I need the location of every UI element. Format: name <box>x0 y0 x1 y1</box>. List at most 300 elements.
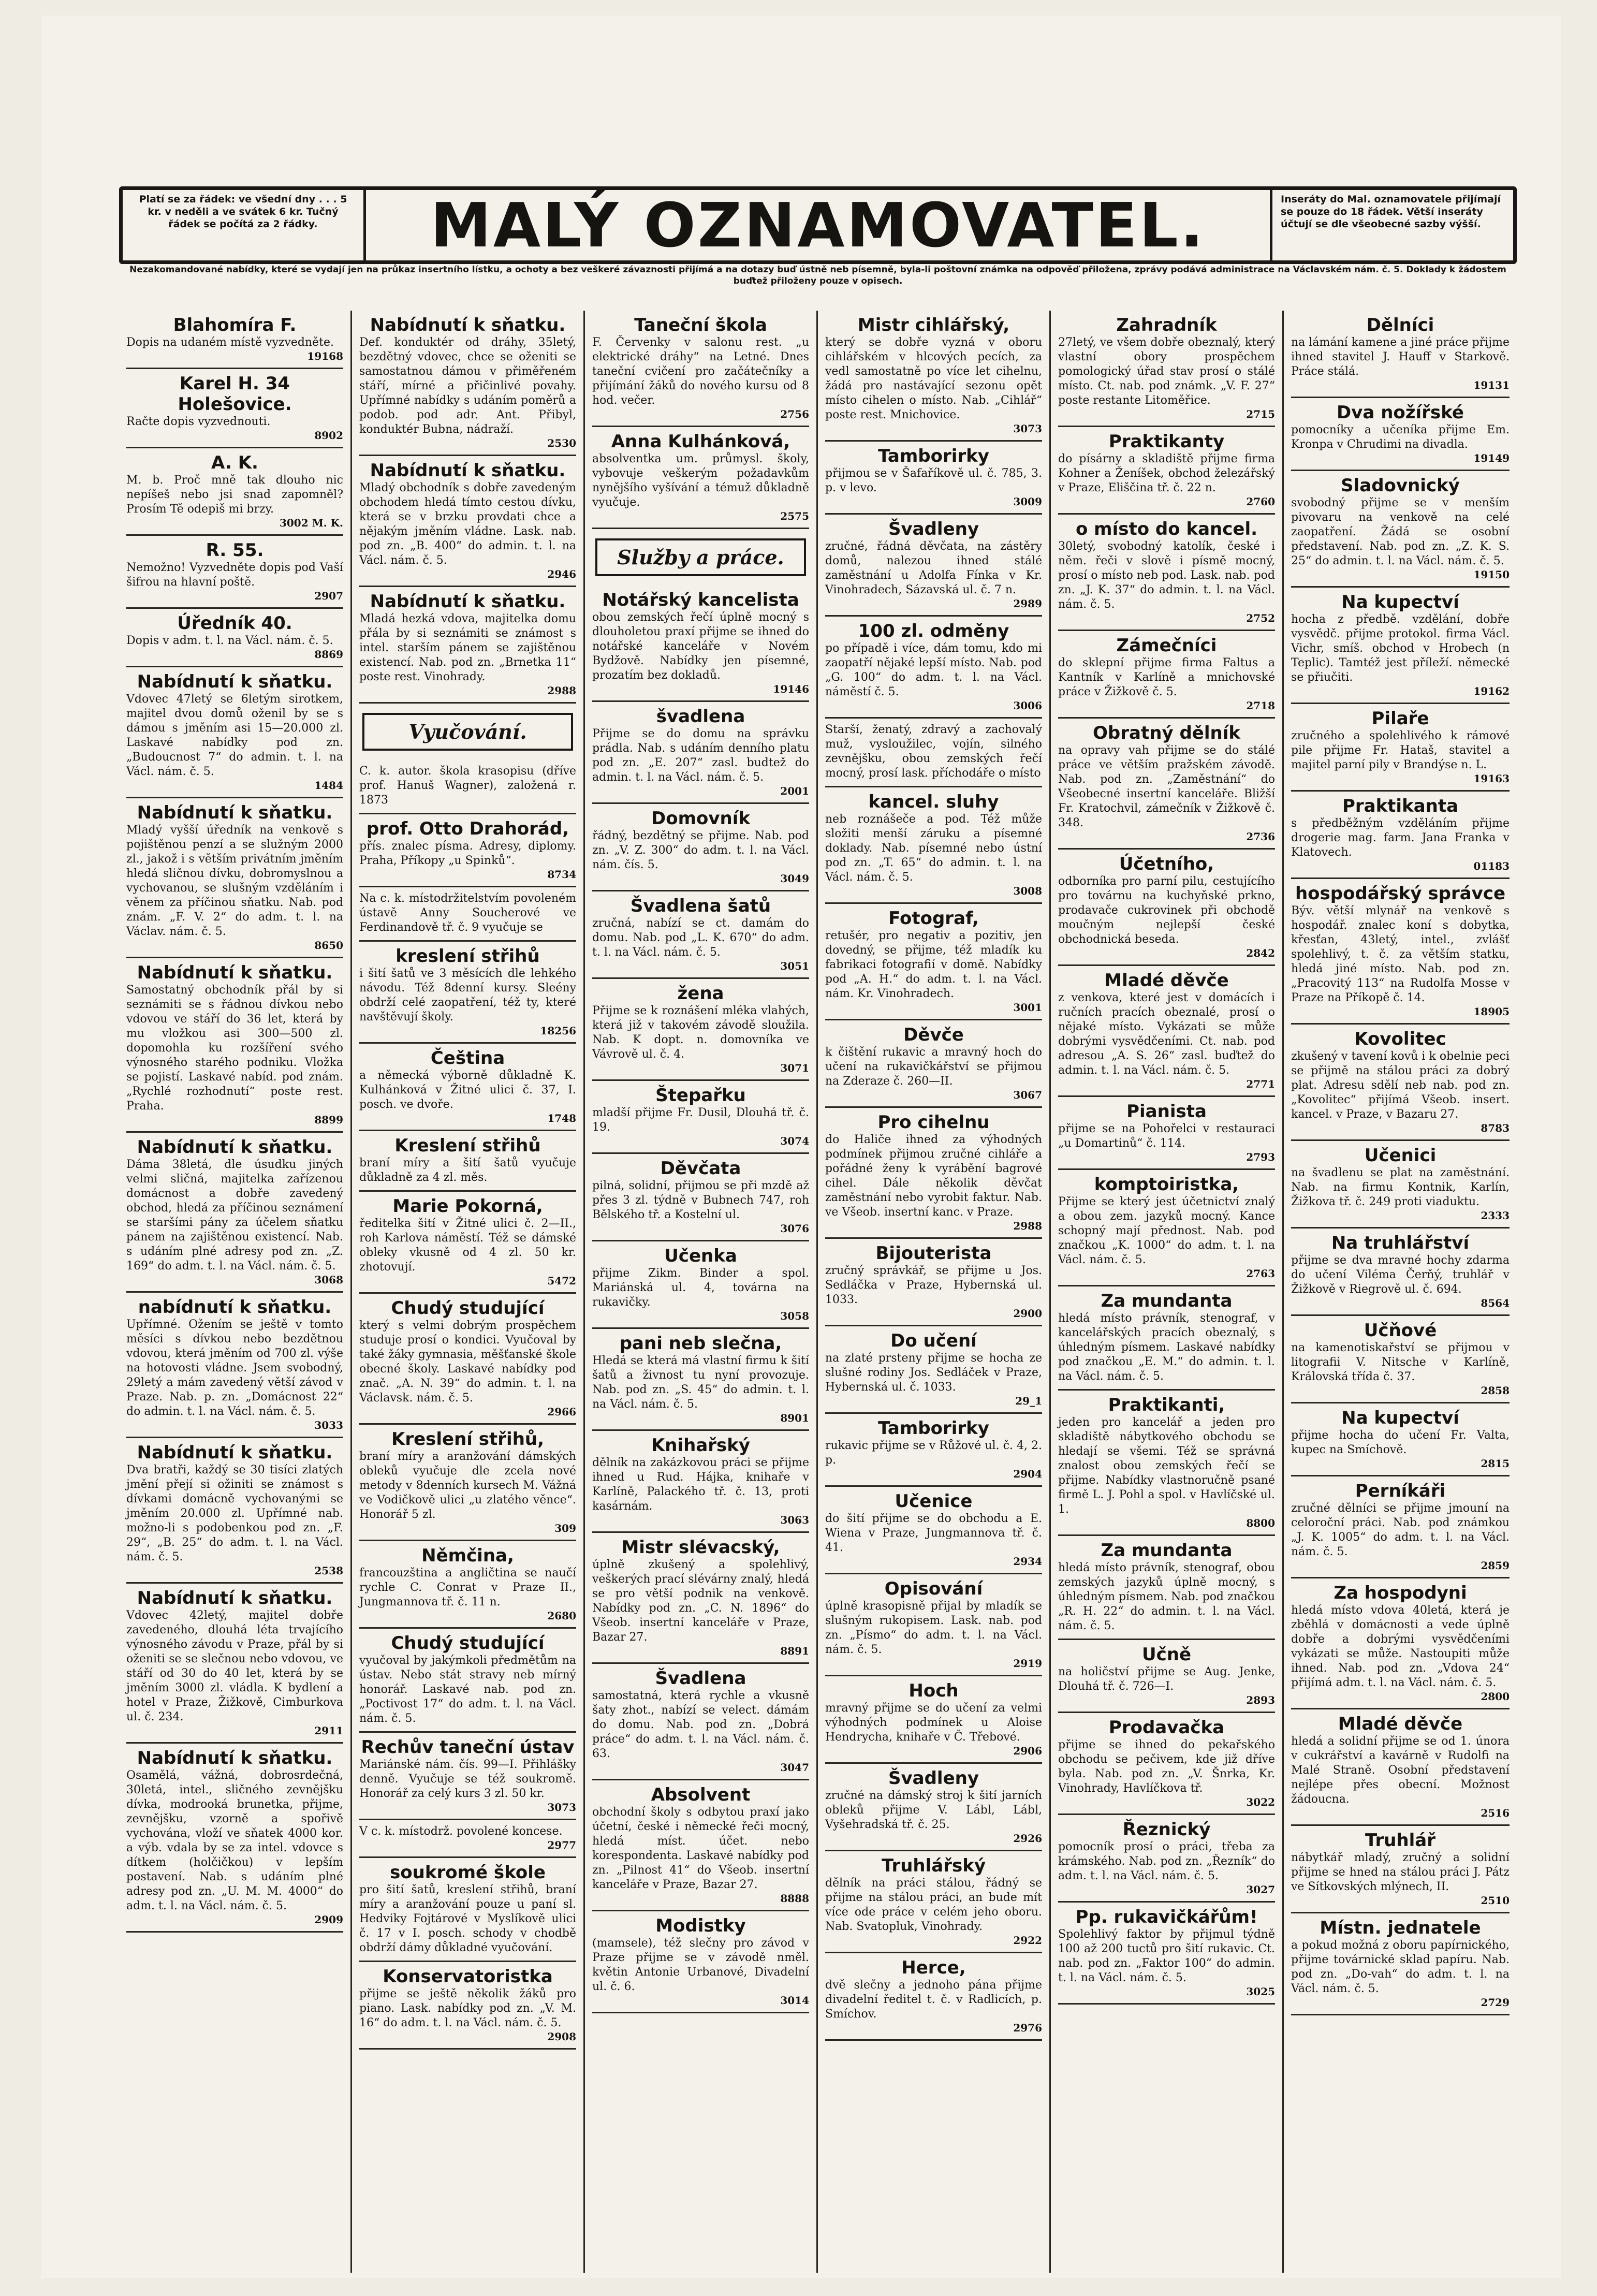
ad-code: 2756 <box>780 408 809 420</box>
classified-ad <box>592 1081 809 1154</box>
classified-ad <box>592 1664 809 1780</box>
classified-ad <box>1058 1170 1275 1286</box>
classified-ad <box>1058 515 1275 631</box>
ad-code: 309 <box>554 1522 576 1534</box>
ad-code: 3002 M. K. <box>279 517 343 529</box>
ad-title: Pp. rukavičkářům! <box>1075 1907 1258 1927</box>
ad-title: Kreslení střihů, <box>391 1429 545 1450</box>
ad-title: Knihařský <box>651 1435 751 1456</box>
ad-title: Tamborirky <box>878 446 989 466</box>
ad-code: 2575 <box>780 510 809 522</box>
classified-ad <box>592 1780 809 1911</box>
ad-body: ředitelka šití v Žitné ulici č. 2—II., roh Karlova náměstí. Též se dámské obleky vkusně od 4 zl. 50 kr. zhotovují. <box>359 1217 576 1274</box>
ad-body: Nemožno! Vyzvedněte dopis pod Vaší šifrou na hlavní poště. <box>126 561 343 589</box>
classified-ad <box>592 1154 809 1241</box>
classified-ad <box>1058 1286 1275 1391</box>
ad-code: 2911 <box>314 1724 343 1737</box>
ad-code: 3008 <box>1013 885 1042 897</box>
classified-ad <box>825 442 1042 515</box>
ad-column <box>585 311 818 2273</box>
ad-body: Býv. větší mlynář na venkově s hospodář. znalec koní s dobytka, křesťan, 43letý, intel., zvlášť spolehlivý, t. č. za větším statku, hledá jiné místo. Nab. pod zn. „Pracovitý 113“ na Rudolfa Mosse v Praze na Příkopě č. 14. <box>1291 904 1510 1004</box>
ad-code: 2516 <box>1481 1807 1510 1819</box>
ad-code: 2977 <box>547 1839 576 1851</box>
ad-body: na zlaté prsteny přijme se hocha ze slušné rodiny Jos. Sedláček v Praze, Hybernská ul. č. 1033. <box>825 1352 1042 1394</box>
ad-body: mladší přijme Fr. Dusil, Dlouhá tř. č. 19. <box>592 1106 809 1134</box>
ad-title: hospodářský správce <box>1295 883 1506 904</box>
ad-title: Štepařku <box>655 1085 746 1106</box>
ad-code: 19163 <box>1473 772 1510 785</box>
ad-code: 18256 <box>540 1025 576 1037</box>
classified-ad <box>1058 1640 1275 1713</box>
classified-ad <box>126 1744 343 1933</box>
ad-title: Na kupectví <box>1341 592 1459 612</box>
ad-body: s předběžným vzděláním přijme drogerie mag. farm. Jana Franka v Klatovech. <box>1291 817 1510 859</box>
ad-title: Rechův taneční ústav <box>361 1737 575 1758</box>
ad-body: a pokud možná z oboru papírnického, přijme továrnické sklad papíru. Nab. pod zn. „Do-vah“ do adm. t. l. na Václ. nám. č. 5. <box>1291 1939 1510 1995</box>
ad-code: 8800 <box>1246 1517 1275 1529</box>
ad-code: 2893 <box>1246 1694 1275 1706</box>
ad-code: 3067 <box>1013 1089 1042 1101</box>
classified-ad <box>1291 1403 1510 1476</box>
ad-body: hledá a solidní přijme se od 1. února v cukrářství a kavárně v Rudolfi na Malé Straně. Osobní představení nejlépe přes obecní. Možnost žádoucna. <box>1291 1735 1510 1806</box>
ad-title: Děvče <box>903 1025 964 1045</box>
ad-body: do písárny a skladiště přijme firma Kohner a Ženíšek, obchod železářský v Praze, Eliščina tř. č. 22 n. <box>1058 452 1275 494</box>
ad-body: Hledá se která má vlastní firmu k šití šatů a živnost tu nyní provozuje. Nab. pod zn. „S. 45“ do admin. t. l. na Václ. nám. č. 5. <box>592 1354 809 1411</box>
classified-ad <box>1291 1141 1510 1229</box>
ad-body: 30letý, svobodný katolík, české i něm. řeči v slově i písmě mocný, prosí o místo neb pod. Lask. nab. pod zn. „J. K. 37“ do admin. t. l. na Václ. nám. č. 5. <box>1058 540 1275 611</box>
classified-ad <box>126 609 343 667</box>
ad-title: Nabídnutí k sňatku. <box>370 591 566 612</box>
ad-title: Pilaře <box>1371 708 1429 729</box>
classified-ad <box>126 311 343 369</box>
classified-ad <box>592 891 809 979</box>
section-heading: Vyučování. <box>362 713 573 751</box>
ad-code: 3071 <box>780 1062 809 1074</box>
ad-column <box>119 311 352 2273</box>
ad-title: Učně <box>1141 1644 1192 1665</box>
ad-code: 2922 <box>1013 1934 1042 1947</box>
ad-body: Přijme se k roznášení mléka vlahých, která již v takovém závodě sloužila. Nab. K dopt. n. domovníka ve Vávrově ul. č. 4. <box>592 1004 809 1061</box>
ad-body: dvě slečny a jednoho pána přijme divadelní ředitel t. č. v Radlicích, p. Smíchov. <box>825 1979 1042 2021</box>
ad-body: přijme hocha do učení Fr. Valta, kupec na Smíchově. <box>1291 1429 1510 1456</box>
classified-ad <box>1058 1713 1275 1815</box>
ad-body: Vdovec 42letý, majitel dobře zavedeného, dlouhá léta trvajícího výnosného závodu v Praze, přál by si oženiti se se slečnou nebo vdovou, ve stáří od 30 do 40 let, která by se jměním 3000 zl. vládla. K bydlení a hotel v Praze, Žižkově, Cimburkova ul. č. 234. <box>126 1609 343 1723</box>
classified-ad <box>1291 792 1510 879</box>
ad-body: mravný přijme se do učení za velmi výhodných podmínek u Aloise Hendrycha, knihaře v Č. Třebové. <box>825 1702 1042 1744</box>
ad-body: do šití přijme se do obchodu a E. Wiena v Praze, Jungmannova tř. č. 41. <box>825 1512 1042 1554</box>
ad-code: 2680 <box>547 1610 576 1622</box>
ad-title: Švadlena <box>655 1668 746 1689</box>
classified-ad <box>359 814 576 887</box>
ad-title: Na truhlářství <box>1331 1233 1470 1253</box>
ad-body: 27letý, ve všem dobře obeznalý, který vlastní obory prospěchem pomologický úřad stav prosí o stálé místo. Ct. nab. pod známk. „V. F. 27“ poste restante Litoměřice. <box>1058 336 1275 407</box>
classified-ad <box>592 311 809 427</box>
ad-code: 2900 <box>1013 1307 1042 1320</box>
ad-title: Němčina, <box>421 1545 514 1566</box>
classified-ad <box>825 1851 1042 1953</box>
classified-ad <box>825 1764 1042 1851</box>
ad-code: 3073 <box>1013 422 1042 435</box>
classified-ad <box>825 1414 1042 1487</box>
classified-ad <box>359 1425 576 1541</box>
classified-ad <box>359 1733 576 1820</box>
ad-title: Praktikanta <box>1342 796 1459 816</box>
ad-code: 2333 <box>1481 1209 1510 1222</box>
ad-body: do Haliče ihned za výhodných podmínek přijmou zručné cihláře a pořádné ženy k vyrábění bagrové cihel. Dále několik děvčat zaměstnání nebo vyrobit faktur. Nab. ve Všeob. insertní kanc. v Praze. <box>825 1133 1042 1219</box>
ad-title: Mladé děvče <box>1104 970 1229 991</box>
ad-column <box>352 311 585 2273</box>
ad-title: Mistr slévacský, <box>621 1537 780 1558</box>
ad-body: Osamělá, vážná, dobrosrdečná, 30letá, intel., sličného zevnějšku dívka, modrooká brunetka, přijme, zevnějšku, vzorně a spořivě vychována, vloží ve sňatek 4000 kor. a výb. vdala by se za intel. vdovce s dítkem (holčičkou) v lepším postavení. Nab. s udáním plné adresy pod zn. „U. M. M. 4000“ do adm. t. l. na Václ. nám. č. 5. <box>126 1769 343 1912</box>
ad-body: úplně krasopisně přijal by mladík se slušným rukopisem. Lask. nab. pod zn. „Písmo“ do adm. t. l. na Václ. nám. č. 5. <box>825 1600 1042 1656</box>
ad-body: přijme Zikm. Binder a spol. Mariánská ul. 4, továrna na rukavičky. <box>592 1267 809 1309</box>
ad-title: Na kupectví <box>1341 1408 1459 1428</box>
ad-body: Mladý vyšší úředník na venkově s pojištěnou penzí a se služným 2000 zl., jakož i s větším privátním jměním hledá sličnou dívku, dobromyslnou a vychovanou, se slušným vzděláním i věnem za příčinou sňatku. Nab. pod znám. „F. V. 2“ do adm. t. l. na Václav. nám. č. 5. <box>126 824 343 938</box>
ad-title: kancel. sluhy <box>868 792 999 812</box>
ad-title: Švadleny <box>888 1768 979 1789</box>
ad-code: 3074 <box>780 1135 809 1147</box>
ad-title: 100 zl. odměny <box>858 621 1009 641</box>
ad-column <box>1051 311 1284 2273</box>
ad-code: 2763 <box>1246 1267 1275 1280</box>
ad-body: braní míry a aranžování dámských obleků vyučuje dle zcela nové metody v 8denních kursech M. Vážná ve Vodičkově ulici „u zlatého věnce“. Honorář 5 zl. <box>359 1450 576 1521</box>
ad-code: 2907 <box>314 590 343 602</box>
classified-ad <box>359 1629 576 1733</box>
ad-body: i šití šatů ve 3 měsících dle lehkého návodu. Též 8denní kursy. Sleény obdrží celé zaopatření, též ty, které navštěvují školy. <box>359 967 576 1023</box>
ad-title: Nabídnutí k sňatku. <box>370 460 566 481</box>
ad-code: 3073 <box>547 1801 576 1814</box>
ad-code: 2976 <box>1013 2022 1042 2034</box>
ad-body: obou zemských řečí úplně mocný s dlouholetou praxí přijme se ihned do notářské kanceláře v Novém Bydžově. Nabídky jen písemné, prozatím bez dokladů. <box>592 611 809 682</box>
ad-code: 2530 <box>547 437 576 449</box>
ad-title: Konservatoristka <box>383 1966 553 1987</box>
ad-body: Mladý obchodník s dobře zavedeným obchodem hledá tímto cestou dívku, která se v brzku provdati chce a nějakým jměním vládne. Lask. nab. pod zn. „B. 400“ do admin. t. l. na Václ. nám. č. 5. <box>359 481 576 567</box>
ad-title: kreslení střihů <box>395 946 540 967</box>
ad-code: 2946 <box>547 568 576 580</box>
ad-code: 2538 <box>314 1564 343 1577</box>
ad-title: Účetního, <box>1119 854 1214 874</box>
ad-code: 3047 <box>780 1761 809 1774</box>
ad-code: 8888 <box>780 1892 809 1905</box>
ad-title: o místo do kancel. <box>1075 519 1258 539</box>
ad-code: 19131 <box>1473 379 1510 391</box>
ad-body: M. b. Proč mně tak dlouho nic nepíšeš nebo jsi snad zapomněl? Prosím Tě odepiš mi brzy. <box>126 474 343 516</box>
ad-code: 2906 <box>1013 1745 1042 1757</box>
ad-code: 19150 <box>1473 568 1510 581</box>
classified-ad <box>126 536 343 609</box>
classified-ad <box>1058 427 1275 515</box>
ad-title: Marie Pokorná, <box>392 1196 543 1217</box>
ad-code: 2858 <box>1481 1384 1510 1397</box>
ad-code: 2718 <box>1246 699 1275 712</box>
ad-code: 8891 <box>780 1645 809 1657</box>
ad-title: Blahomíra F. <box>173 315 297 335</box>
ad-body: k čištění rukavic a mravný hoch do učení na rukavičkářství se přijmou na Zderaze č. 260—II. <box>825 1046 1042 1088</box>
ad-code: 2510 <box>1481 1894 1510 1907</box>
classified-ad <box>592 1329 809 1431</box>
ad-body: který se dobře vyzná v oboru cihlářském v hlcových pecích, za vedl samostatně po více let cihelnu, žádá pro nastávající sezonu opět místo cihelen o místo. Nab. „Cihlář“ poste rest. Mnichovice. <box>825 336 1042 421</box>
ad-code: 8564 <box>1481 1297 1510 1309</box>
ad-body: dělník na práci stálou, řádný se přijme na stálou práci, an bude mít více ode práce v celém jeho oboru. Nab. Svatopluk, Vinohrady. <box>825 1877 1042 1933</box>
ad-title: Nabídnutí k sňatku. <box>137 1442 333 1463</box>
ad-body: zručná, nabízí se ct. damám do domu. Nab. pod „L. K. 670“ do adm. t. l. na Václ. nám. č. 5. <box>592 917 809 959</box>
classified-ad <box>825 1676 1042 1764</box>
ad-body: nábytkář mladý, zručný a solidní přijme se hned na stálou práci J. Pátz ve Sítkovských mlýnech, II. <box>1291 1851 1510 1893</box>
ad-code: 3051 <box>780 960 809 972</box>
ad-body: Starší, ženatý, zdravý a zachovalý muž, vysloužilec, vojín, silného zevnějšku, obou zemských řečí mocný, prosí lask. příchodáře o místo <box>825 723 1042 780</box>
ad-code: 19146 <box>773 683 809 695</box>
ad-code: 3076 <box>780 1222 809 1235</box>
ad-title: Mladé děvče <box>1338 1714 1463 1734</box>
ad-code: 3063 <box>780 1514 809 1526</box>
ad-body: hledá místo vdova 40letá, která je zběhlá v domácnosti a vede úplně dobře a dobrými vysvědčeními vykázati se může. Nastoupiti může ihned. Nab. pod zn. „Vdova 24“ přijímá adm. t. l. na Václ. nám. č. 5. <box>1291 1604 1510 1689</box>
ad-title: Nabídnutí k sňatku. <box>370 315 566 335</box>
ad-title: Nabídnutí k sňatku. <box>137 1588 333 1608</box>
ad-title: Tamborirky <box>878 1418 989 1439</box>
ad-body: úplně zkušený a spolehlivý, veškerých prací slévárny znalý, hledá se pro větší podnik na venkově. Nabídky pod zn. „C. N. 1896“ do Všeob. insertní kanceláře v Praze, Bazar 27. <box>592 1558 809 1644</box>
newspaper-page <box>41 16 1561 2278</box>
ad-code: 29_1 <box>1015 1395 1042 1407</box>
ad-body: hocha z předbě. vzdělání, dobře vysvědč. přijme protokol. firma Václ. Vichr, smíš. obchod v Hrobech (n Teplic). Tamtéž jest příleží. německé se přiučiti. <box>1291 613 1510 684</box>
ad-title: Nabídnutí k sňatku. <box>137 1748 333 1768</box>
ad-title: Modistky <box>655 1915 746 1936</box>
ad-title: Sladovnický <box>1341 475 1460 496</box>
ad-body: braní míry a šití šatů vyučuje důkladně za 4 zl. měs. <box>359 1157 576 1184</box>
ad-title: komptoiristka, <box>1094 1174 1239 1195</box>
insertion-note: Inseráty do Mal. oznamovatele přijímají se pouze do 18 řádek. Větší inseráty účtují se dle všeobecné sazby výšší. <box>1270 190 1513 260</box>
ad-title: Za mundanta <box>1101 1291 1233 1311</box>
ad-title: Fotograf, <box>888 908 979 929</box>
ad-code: 8899 <box>314 1114 343 1126</box>
ad-title: Pro cihelnu <box>877 1112 990 1133</box>
ad-body: po případě i více, dám tomu, kdo mi zaopatří nějaké lepší místo. Nab. pod „G. 100“ do adm. t. l. na Václ. náměstí č. 5. <box>825 642 1042 698</box>
ad-code: 3014 <box>780 1994 809 2007</box>
ad-code: 2989 <box>1013 597 1042 610</box>
classified-ad <box>1291 1316 1510 1403</box>
classified-ad <box>359 587 576 704</box>
ad-title: Herce, <box>901 1957 966 1978</box>
ad-body: Mariánské nám. čís. 99—I. Přihlášky denně. Vyučuje se též soukromě. Honorář za celý kurs 3 zl. 50 kr. <box>359 1758 576 1800</box>
ad-body: francouzština a angličtina se naučí rychle C. Conrat v Praze II., Jungmannova tř. č. 11 n. <box>359 1567 576 1608</box>
ad-body: Dáma 38letá, dle úsudku jiných velmi sličná, majitelka zařízenou domácnost a dobře zavedený obchod, hledá za příčinou seznámení se staršími pány za účelem sňatku pánem na zajištěnou existencí. Nab. s udáním plné adresy pod zn. „Z. 169“ do adm. t. l. na Václ. nám. č. 5. <box>126 1158 343 1273</box>
ad-body: Samostatný obchodník přál by si seznámiti se s řádnou dívkou nebo vdovou ve stáří do 36 let, která by mu vložkou asi 300—500 zl. dopomohla ku rozšíření svého výnosného starého podniku. Vložka se pojistí. Laskavé nabíd. pod znám. „Rychlé rozhodnutí“ poste rest. Praha. <box>126 984 343 1113</box>
ad-title: Učňové <box>1364 1320 1437 1341</box>
ad-title: Učenici <box>1364 1145 1437 1166</box>
ad-code: 1484 <box>314 779 343 792</box>
classified-ad <box>1058 966 1275 1097</box>
classified-ad <box>1058 1391 1275 1536</box>
ad-code: 2909 <box>314 1913 343 1926</box>
ad-body: přijme se ihned do pekařského obchodu se pečivem, kde již dříve byla. Nab. pod zn. „V. Šnrka, Kr. Vinohrady, Havlíčkova tř. <box>1058 1738 1275 1795</box>
ad-code: 8869 <box>314 648 343 661</box>
ad-body: svobodný přijme se v menším pivovaru na venkově na celé zaopatření. Žádá se osobní představení. Nab. pod zn. „Z. K. S. 25“ do admin. t. l. na Václ. nám. č. 5. <box>1291 496 1510 567</box>
ad-title: Švadleny <box>888 519 979 539</box>
pricing-note: Platí se za řádek: ve všední dny . . . 5 kr. v neděli a ve svátek 6 kr. Tučný řádek se počítá za 2 řádky. <box>123 190 366 260</box>
ad-title: Chudý studující <box>391 1633 545 1654</box>
ad-code: 01183 <box>1473 860 1510 872</box>
ad-body: Def. konduktér od dráhy, 35letý, bezdětný vdovec, chce se oženiti se samostatnou dámou v přiměřeném stáří, mírné a přičinlivé povahy. Upřímné nabídky s udáním poměrů a podob. pod adr. Ant. Přibyl, konduktér Bubna, nádraží. <box>359 336 576 436</box>
ad-body: hledá místo právník, stenograf, obou zemských jazyků úplně mocný, s úhledným písmem. Nab. pod značkou „R. H. 22“ do admin. t. l. na Václ. nám. č. 5. <box>1058 1561 1275 1632</box>
ad-code: 3001 <box>1013 1001 1042 1014</box>
ad-title: Karel H. 34 Holešovice. <box>178 373 292 415</box>
ad-code: 8901 <box>780 1412 809 1424</box>
ad-body: Mladá hezká vdova, majitelka domu přála by si seznámiti se známost s intel. starším pánem se zajištěnou existencí. Nab. pod zn. „Brnetka 11“ poste rest. Vinohrady. <box>359 612 576 683</box>
ad-body: zručné dělníci se přijme jmouní na celoroční práci. Nab. pod známkou „J. K. 1005“ do adm. t. l. na Václ. nám. č. 5. <box>1291 1502 1510 1558</box>
classified-ad <box>126 369 343 448</box>
ad-code: 2966 <box>547 1406 576 1418</box>
ad-code: 2919 <box>1013 1657 1042 1670</box>
ad-title: Dva nožířské <box>1337 402 1464 423</box>
classified-ad <box>359 1192 576 1294</box>
ad-body: V c. k. místodrž. povolené koncese. <box>359 1825 563 1838</box>
classified-ad <box>1291 398 1510 471</box>
classified-ad <box>825 311 1042 442</box>
ad-code: 18905 <box>1473 1005 1510 1018</box>
classified-ad <box>1058 311 1275 427</box>
ad-title: Chudý studující <box>391 1298 545 1319</box>
ad-title: Bijouterista <box>875 1243 992 1264</box>
ad-title: Mistr cihlářský, <box>857 315 1010 335</box>
ad-title: Absolvent <box>651 1785 751 1805</box>
ad-body: Dva bratři, každý se 30 tisíci zlatých jmění přejí si ožiniti se známost s dívkami domácně vychovanými se jměním 20.000 zl. Upřímné nab. možno-li s podobenkou pod zn. „F. 29“, „B. 25“ do adm. t. l. na Václ. nám. č. 5. <box>126 1464 343 1563</box>
ad-code: 19149 <box>1473 452 1510 464</box>
ad-body: zručné, řádná děvčata, na zástěry domů, nalezou ihned stálé zaměstnání u Adolfa Fínka v Kr. Vinohradech, Sázavská ul. č. 7 n. <box>825 540 1042 596</box>
ad-title: Praktikanty <box>1108 431 1225 452</box>
classified-ad <box>825 719 1042 787</box>
ad-title: Čeština <box>430 1048 505 1069</box>
admin-notice: Nezakomandované nabídky, které se vydají jen na průkaz insertního lístku, a ochoty a bez veškeré závaznosti přijímá a na dotazy buď ústně neb písemně, byla-li poštovní známka na odpověď přiložena, zprávy podává administrace na Václavském nám. č. 5. Doklady k žádostem buďtež přiloženy pouze v opisech. <box>129 265 1506 286</box>
classified-ad <box>126 1584 343 1744</box>
classified-ad <box>1058 1097 1275 1170</box>
classified-ad <box>359 456 576 587</box>
ad-body: do sklepní přijme firma Faltus a Kantník v Karlíně a mnichovské práce v Žižkově č. 5. <box>1058 656 1275 698</box>
classified-ad <box>825 1108 1042 1239</box>
classified-ad <box>825 1574 1042 1676</box>
ad-code: 2001 <box>780 785 809 797</box>
ad-body: přís. znalec písma. Adresy, diplomy. Praha, Příkopy „u Spinků“. <box>359 840 576 867</box>
classified-ad <box>592 979 809 1081</box>
ad-title: Kreslení střihů <box>394 1135 541 1156</box>
classified-ad <box>1291 471 1510 588</box>
ad-title: Místn. jednatele <box>1320 1918 1481 1938</box>
ad-code: 2988 <box>1013 1220 1042 1232</box>
ad-title: Praktikanti, <box>1108 1395 1225 1415</box>
ad-body: (mamsele), též slečny pro závod v Praze přijme se v závodě nměl. květin Antonie Urbanové, Divadelní ul. č. 6. <box>592 1937 809 1993</box>
classified-ad <box>825 515 1042 617</box>
ad-title: A. K. <box>211 452 258 473</box>
ad-title: Perníkáři <box>1355 1481 1446 1501</box>
ad-body: zručný správkář, se přijme u Jos. Sedláčka v Praze, Hybernská ul. 1033. <box>825 1264 1042 1306</box>
ad-title: Notářský kancelista <box>602 590 799 610</box>
ad-title: R. 55. <box>206 540 264 561</box>
classified-ad <box>126 1438 343 1584</box>
ad-body: Spolehlivý faktor by přijmul týdně 100 až 200 tuctů pro šití rukavic. Ct. nab. pod zn. „Faktor 100“ do admin. t. l. na Václ. nám. č. 5. <box>1058 1928 1275 1984</box>
classified-ad <box>359 1858 576 1962</box>
ad-body: absolventka um. průmysl. školy, vybovuje veškerým požadavkům nynějšího vyšívání a témuž důkladně vyučuje. <box>592 452 809 509</box>
classified-ad <box>1291 1826 1510 1913</box>
ad-title: Hoch <box>909 1680 959 1701</box>
ad-code: 3009 <box>1013 495 1042 508</box>
ad-title: Za hospodyni <box>1334 1583 1467 1603</box>
classified-ad <box>825 1326 1042 1414</box>
ad-title: Za mundanta <box>1101 1540 1233 1561</box>
ad-code: 3033 <box>314 1419 343 1431</box>
ad-body: pomocník prosí o práci, třeba za krámského. Nab. pod zn. „Řezník“ do adm. t. l. na Václ. nám. č. 5. <box>1058 1840 1275 1882</box>
ad-title: prof. Otto Drahorád, <box>366 818 569 839</box>
ad-body: řádný, bezdětný se přijme. Nab. pod zn. „V. Z. 300“ do adm. t. l. na Václ. nám. čís. 5. <box>592 829 809 871</box>
ad-title: soukromé škole <box>390 1862 546 1883</box>
classified-ad <box>1291 704 1510 792</box>
ad-title: Dělníci <box>1366 315 1434 335</box>
ad-body: vyučoval by jakýmkoli předmětům na ústav. Nebo stát stravy neb mírný honorář. Laskavé nab. pod zn. „Poctivost 17“ do adm. t. l. na Václ. nám. č. 5. <box>359 1654 576 1725</box>
ad-body: Přijme se do domu na správku prádla. Nab. s udáním denního platu pod zn. „E. 207“ zasl. budtež do admin. t. l. na Václ. nám. č. 5. <box>592 727 809 784</box>
classified-ad <box>825 1239 1042 1326</box>
classified-ad <box>359 1131 576 1192</box>
classified-ad <box>359 760 576 814</box>
classified-ad <box>592 1431 809 1533</box>
classified-ad <box>592 1911 809 2013</box>
ad-title: nabídnutí k sňatku. <box>138 1297 332 1318</box>
ad-title: Nabídnutí k sňatku. <box>137 1137 333 1158</box>
ad-code: 3027 <box>1246 1883 1275 1896</box>
ad-body: na opravy vah přijme se do stálé práce ve větším pražském závodě. Nab. pod zn. „Zaměstnání“ do Všeobecné insertní kanceláře. Bližší Fr. Kratochvil, zámečník v Žižkově č. 348. <box>1058 744 1275 829</box>
ad-code: 5472 <box>547 1275 576 1287</box>
classified-ad <box>359 1820 576 1858</box>
ad-title: Zahradník <box>1116 315 1217 335</box>
ad-title: pani neb slečna, <box>619 1333 782 1354</box>
ad-title: Obratný dělník <box>1093 723 1240 743</box>
ad-title: Anna Kulhánková, <box>611 431 790 452</box>
ad-title: Nabídnutí k sňatku. <box>137 962 333 983</box>
ad-code: 2771 <box>1246 1078 1275 1090</box>
ad-body: hledá místo právník, stenograf, v kancelářských pracích obeznalý, s úhledným písmem. Laskavé nabídky pod značkou „E. M.“ do admin. t. l. na Václ. nám. č. 5. <box>1058 1312 1275 1383</box>
classified-ad <box>825 787 1042 904</box>
ad-title: Opisování <box>884 1578 983 1599</box>
ad-title: Domovník <box>651 808 750 829</box>
classified-ad <box>1291 1913 1510 2015</box>
ad-title: švadlena <box>656 706 745 727</box>
ad-code: 2859 <box>1481 1559 1510 1572</box>
classified-ad <box>825 1487 1042 1574</box>
ad-code: 2760 <box>1246 495 1275 508</box>
classified-ad <box>359 1294 576 1425</box>
classified-ad <box>126 958 343 1133</box>
ad-title: Švadlena šatů <box>630 896 771 916</box>
ad-body: přijme se ještě několik žáků pro piano. Lask. nabídky pod zn. „V. M. 16“ do adm. t. l. na Václ. nám. č. 5. <box>359 1987 576 2029</box>
ad-code: 2926 <box>1013 1832 1042 1845</box>
ad-code: 19162 <box>1473 685 1510 697</box>
ad-title: Prodavačka <box>1108 1717 1225 1738</box>
classified-ad <box>1291 1578 1510 1709</box>
ad-code: 8650 <box>314 939 343 952</box>
ad-body: Račte dopis vyzvednouti. <box>126 415 271 428</box>
ad-code: 2729 <box>1481 1996 1510 2009</box>
section-heading: Služby a práce. <box>595 538 806 576</box>
ad-body: Vdovec 47letý se 6letým sirotkem, majitel dvou domů oženil by se s dámou s jměním asi 15—20.000 zl. Laskavé nabídky pod zn. „Budoucnost 7“ do admin. t. l. na Václ. nám. č. 5. <box>126 693 343 778</box>
ad-title: Truhlářský <box>881 1855 986 1876</box>
ad-title: Úředník 40. <box>177 613 292 634</box>
classified-ad <box>359 311 576 456</box>
classified-ad <box>1058 631 1275 719</box>
ad-code: 3025 <box>1246 1985 1275 1998</box>
ad-title: Taneční škola <box>634 315 767 335</box>
ad-body: jeden pro kancelář a jeden pro skladiště nábytkového obchodu se hledají se všemi. Též se správná znalost obou zemských řečí se přijme. Nabídky vlastnoručně psané firmě L. J. Pohl a spol. v Havlíčské ul. 1. <box>1058 1416 1275 1516</box>
ad-title: Zámečníci <box>1116 635 1217 656</box>
ad-title: Učenka <box>664 1246 737 1266</box>
ad-code: 3049 <box>780 872 809 885</box>
ad-body: pro šití šatů, kreslení střihů, braní míry a aranžování pouze u paní sl. Hedviky Fojtárové v Myslíkově ulici č. 17 v I. posch. schody v chodbě obdrží dámy důkladné vyučování. <box>359 1883 576 1954</box>
ad-body: na kamenotiskařství se přijmou v litografii V. Nitsche v Karlíně, Královská třída č. 37. <box>1291 1341 1510 1383</box>
